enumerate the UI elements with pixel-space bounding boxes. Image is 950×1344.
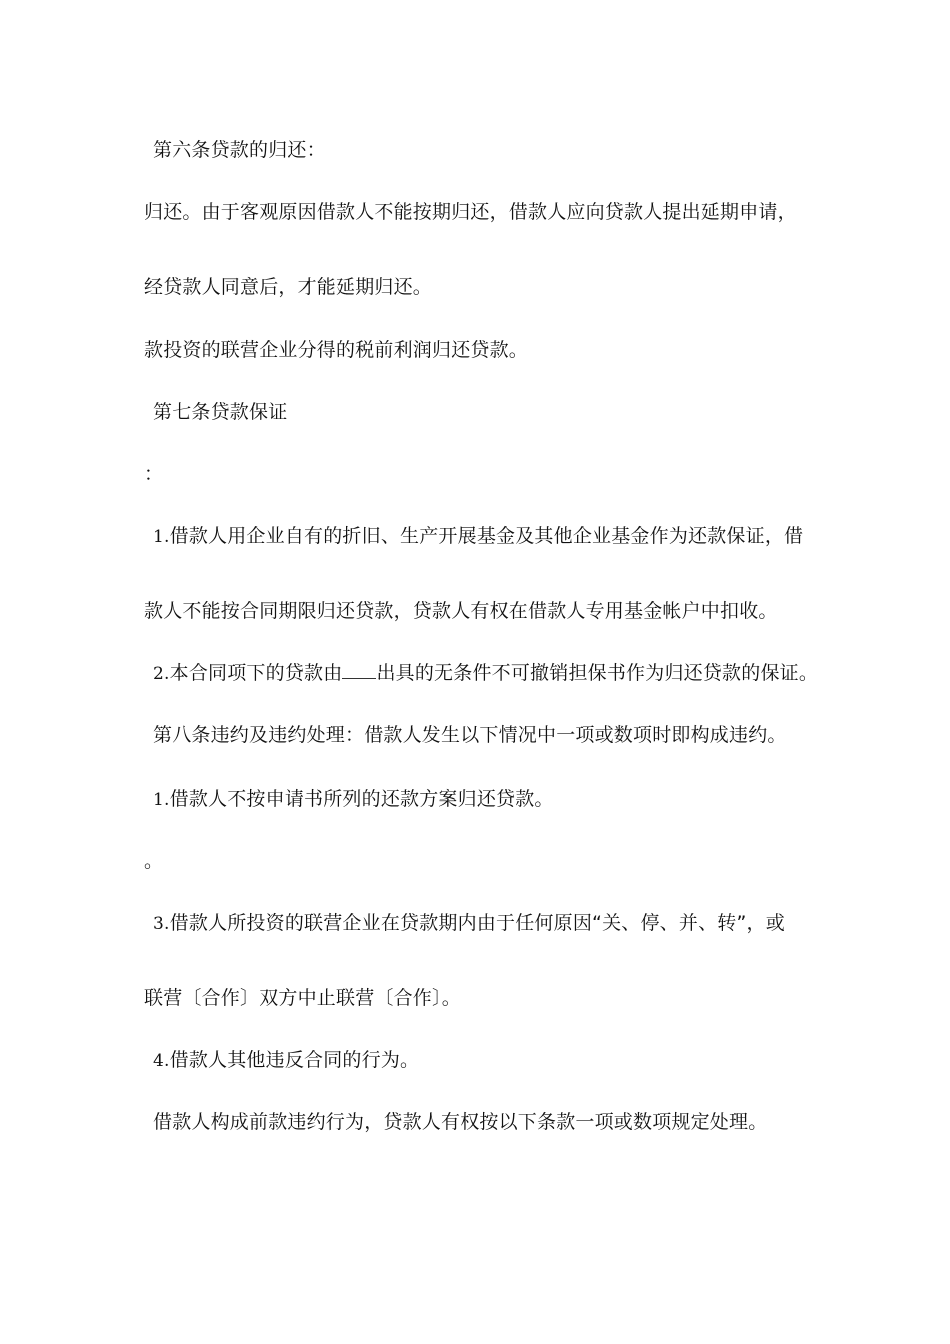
paragraph-line: ：	[144, 463, 164, 485]
article-6-heading: 第六条贷款的归还：	[153, 139, 326, 161]
blank-underline	[342, 660, 376, 679]
list-item: 4.借款人其他违反合同的行为。	[153, 1049, 420, 1071]
paragraph-line: 借款人构成前款违约行为，贷款人有权按以下条款一项或数项规定处理。	[153, 1111, 768, 1133]
list-item: 1.借款人不按申请书所列的还款方案归还贷款。	[153, 788, 554, 810]
list-item: 1.借款人用企业自有的折旧、生产开展基金及其他企业基金作为还款保证，借	[153, 525, 804, 547]
article-7-heading: 第七条贷款保证	[153, 401, 288, 423]
list-item: 3.借款人所投资的联营企业在贷款期内由于任何原因“关、停、并、转”，或	[153, 912, 785, 934]
paragraph-line: 款投资的联营企业分得的税前利润归还贷款。	[144, 339, 529, 361]
paragraph-line: 经贷款人同意后，才能延期归还。	[144, 276, 433, 298]
paragraph-line: 。	[144, 850, 164, 872]
paragraph-line: 归还。由于客观原因借款人不能按期归还，借款人应向贷款人提出延期申请，	[144, 201, 797, 223]
list-item: 2.本合同项下的贷款由 出具的无条件不可撤销担保书作为归还贷款的保证。	[153, 662, 819, 684]
paragraph-line: 联营〔合作〕双方中止联营〔合作〕。	[144, 987, 461, 1009]
paragraph-line: 款人不能按合同期限归还贷款，贷款人有权在借款人专用基金帐户中扣收。	[144, 600, 778, 622]
article-8-heading: 第八条违约及违约处理：借款人发生以下情况中一项或数项时即构成违约。	[153, 724, 787, 746]
